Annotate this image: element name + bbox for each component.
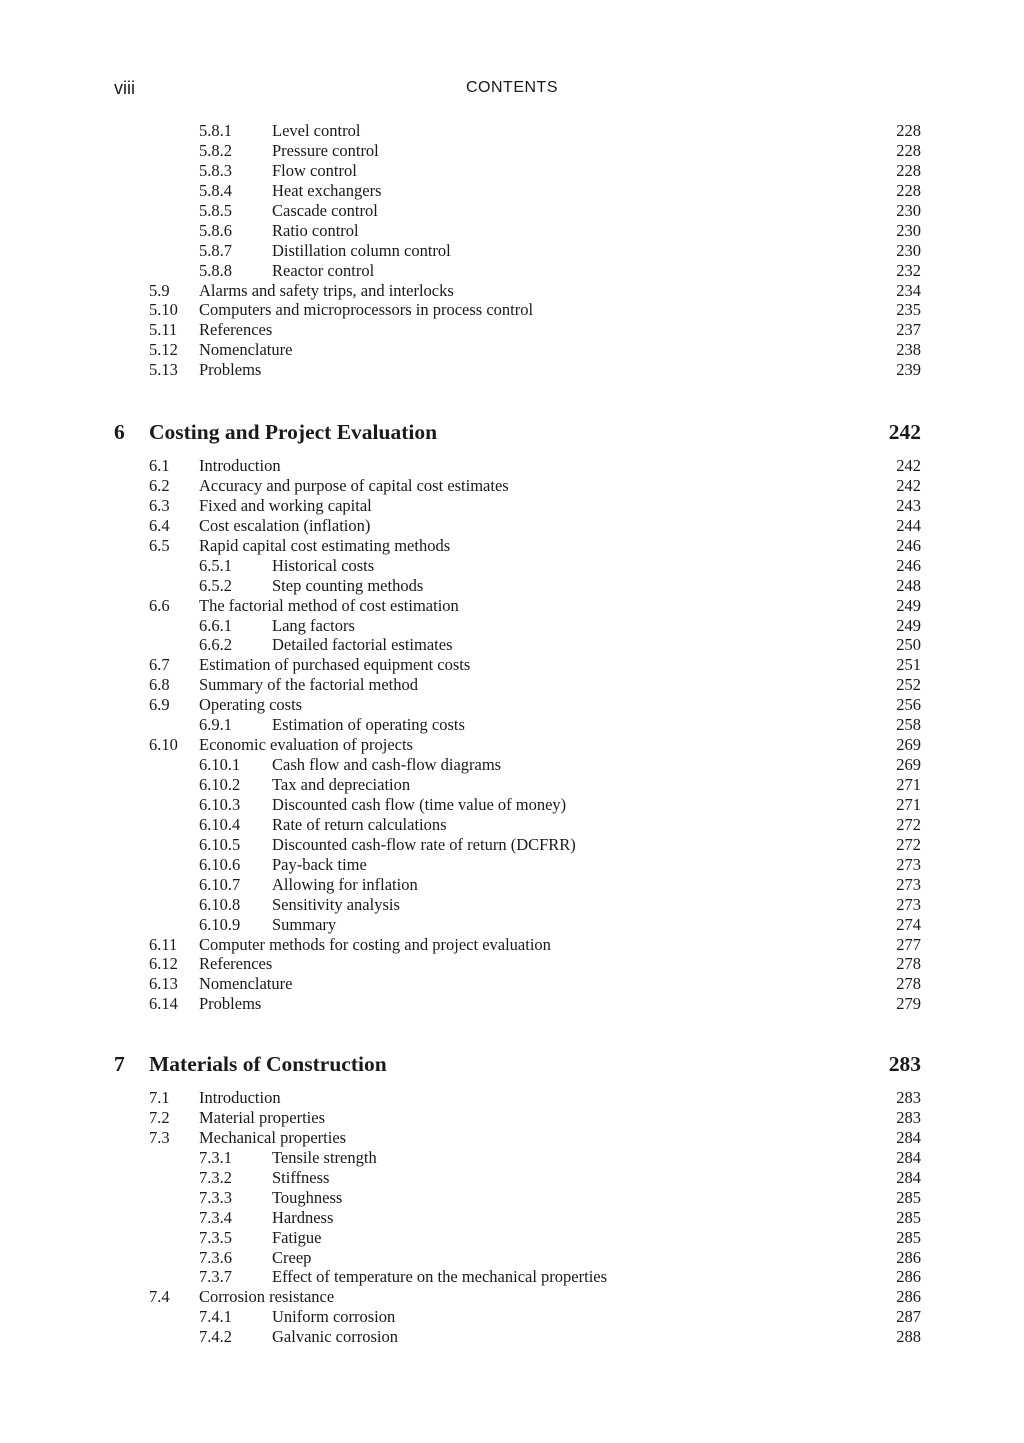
toc-entry-page: 249 <box>896 595 921 615</box>
toc-entry-number: 5.12 <box>149 340 178 360</box>
toc-entry-page: 234 <box>896 280 921 300</box>
toc-entry[interactable] <box>0 855 1024 875</box>
toc-entry-page: 269 <box>896 755 921 775</box>
toc-entry-page: 285 <box>896 1187 921 1207</box>
toc-entry-title: Summary of the factorial method <box>199 675 419 695</box>
toc-entry-title: Discounted cash flow (time value of money) <box>272 794 567 814</box>
toc-entry-number: 6.5.1 <box>199 555 232 575</box>
toc-entry-page: 256 <box>896 695 921 715</box>
toc-entry-number: 7.2 <box>149 1107 170 1127</box>
toc-entry[interactable] <box>0 1148 1024 1168</box>
toc-entry[interactable] <box>0 915 1024 935</box>
toc-entry-page: 228 <box>896 160 921 180</box>
toc-entry-title: Cost escalation (inflation) <box>199 515 371 535</box>
toc-entry[interactable] <box>0 875 1024 895</box>
toc-entry-title: Mechanical properties <box>199 1127 347 1147</box>
toc-entry[interactable] <box>0 1327 1024 1347</box>
toc-entry-title: Toughness <box>272 1187 343 1207</box>
toc-entry-number: 5.8.3 <box>199 160 232 180</box>
toc-entry-page: 246 <box>896 535 921 555</box>
toc-entry-number: 6.9 <box>149 695 170 715</box>
toc-entry-page: 285 <box>896 1207 921 1227</box>
toc-entry[interactable] <box>0 241 1024 261</box>
toc-entry-title: Fatigue <box>272 1227 322 1247</box>
toc-entry-title: Cash flow and cash-flow diagrams <box>272 755 502 775</box>
toc-entry-title: Problems <box>199 994 262 1014</box>
toc-entry[interactable] <box>0 715 1024 735</box>
toc-entry-title: Detailed factorial estimates <box>272 635 453 655</box>
toc-entry[interactable] <box>0 695 1024 715</box>
toc-entry-page: 286 <box>896 1287 921 1307</box>
toc-entry-page: 278 <box>896 954 921 974</box>
toc-entry-number: 5.8.6 <box>199 220 232 240</box>
toc-entry[interactable] <box>0 161 1024 181</box>
toc-entry-number: 6.5 <box>149 535 170 555</box>
toc-entry[interactable] <box>0 675 1024 695</box>
toc-entry-number: 7.3.4 <box>199 1207 232 1227</box>
toc-entry[interactable] <box>0 835 1024 855</box>
toc-entry-page: 230 <box>896 200 921 220</box>
toc-entry[interactable] <box>0 261 1024 281</box>
toc-entry-title: Operating costs <box>199 695 303 715</box>
toc-entry-number: 5.8.5 <box>199 200 232 220</box>
page-number: viii <box>114 78 135 98</box>
toc-entry[interactable] <box>0 775 1024 795</box>
toc-entry-title: Tensile strength <box>272 1147 377 1167</box>
toc-entry-page: 244 <box>896 515 921 535</box>
toc-entry-page: 250 <box>896 635 921 655</box>
toc-entry-number: 6.10.7 <box>199 874 241 894</box>
toc-entry-title: Introduction <box>199 1088 281 1107</box>
toc-entry-page: 246 <box>896 555 921 575</box>
toc-entry-title: Estimation of operating costs <box>272 715 465 735</box>
toc-entry[interactable] <box>0 616 1024 636</box>
toc-entry[interactable] <box>0 1168 1024 1188</box>
chapter-title: Materials of Construction <box>149 1052 387 1076</box>
toc-entry-title: Corrosion resistance <box>199 1287 335 1307</box>
toc-entry[interactable] <box>0 815 1024 835</box>
toc-entry-number: 7.3.6 <box>199 1247 232 1267</box>
toc-entry-title: Historical costs <box>272 555 375 575</box>
toc-entry-title: Summary <box>272 914 337 934</box>
toc-entry-page: 242 <box>896 456 921 475</box>
chapter-number: 6 <box>114 420 125 444</box>
chapter-heading-6[interactable] <box>0 418 1024 446</box>
toc-entry-page: 284 <box>896 1127 921 1147</box>
toc-entry-title: The factorial method of cost estimation <box>199 595 459 615</box>
toc-entry-number: 7.1 <box>149 1088 170 1107</box>
toc-entry-page: 232 <box>896 260 921 280</box>
toc-entry[interactable] <box>0 1307 1024 1327</box>
toc-entry[interactable] <box>0 935 1024 955</box>
toc-entry[interactable] <box>0 320 1024 340</box>
toc-entry-page: 273 <box>896 874 921 894</box>
toc-entry-number: 5.8.4 <box>199 180 232 200</box>
toc-entry[interactable] <box>0 1128 1024 1148</box>
toc-entry-title: Material properties <box>199 1107 325 1127</box>
chapter-page: 242 <box>888 420 921 444</box>
chapter-page: 283 <box>888 1052 921 1076</box>
toc-entry-number: 6.9.1 <box>199 715 232 735</box>
toc-entry-number: 6.6.1 <box>199 615 232 635</box>
toc-entry[interactable] <box>0 476 1024 496</box>
toc-entry-title: Stiffness <box>272 1167 330 1187</box>
toc-entry-title: Accuracy and purpose of capital cost estimates <box>199 475 509 495</box>
toc-entry[interactable] <box>0 795 1024 815</box>
toc-entry-page: 274 <box>896 914 921 934</box>
toc-entry-page: 228 <box>896 140 921 160</box>
toc-entry-number: 5.8.8 <box>199 260 232 280</box>
toc-entry[interactable] <box>0 755 1024 775</box>
toc-entry-page: 286 <box>896 1267 921 1287</box>
toc-entry-number: 6.10 <box>149 735 178 755</box>
toc-entry-title: Distillation column control <box>272 240 451 260</box>
toc-entry-title: Estimation of purchased equipment costs <box>199 655 471 675</box>
toc-entry-number: 6.8 <box>149 675 170 695</box>
toc-entry[interactable] <box>0 954 1024 974</box>
toc-entry-page: 248 <box>896 575 921 595</box>
toc-entry-page: 249 <box>896 615 921 635</box>
toc-entry-number: 6.7 <box>149 655 170 675</box>
toc-entry-page: 288 <box>896 1327 921 1347</box>
toc-entry-title: Nomenclature <box>199 340 293 360</box>
toc-entry[interactable] <box>0 496 1024 516</box>
toc-entry-title: Alarms and safety trips, and interlocks <box>199 280 454 300</box>
toc-entry-number: 7.4.2 <box>199 1327 232 1347</box>
toc-entry-title: Flow control <box>272 160 357 180</box>
toc-entry-title: Ratio control <box>272 220 359 240</box>
toc-entry-number: 6.10.5 <box>199 834 241 854</box>
toc-entry-number: 5.8.1 <box>199 121 232 140</box>
toc-entry-page: 251 <box>896 655 921 675</box>
toc-entry-title: Pressure control <box>272 140 379 160</box>
toc-entry-number: 5.8.2 <box>199 140 232 160</box>
toc-entry-page: 230 <box>896 220 921 240</box>
toc-entry[interactable] <box>0 895 1024 915</box>
toc-entry-page: 283 <box>896 1088 921 1107</box>
toc-entry-title: Sensitivity analysis <box>272 894 400 914</box>
toc-entry-page: 252 <box>896 675 921 695</box>
toc-entry-number: 6.13 <box>149 974 178 994</box>
toc-entry-page: 258 <box>896 715 921 735</box>
toc-entry[interactable] <box>0 735 1024 755</box>
toc-entry[interactable] <box>0 1267 1024 1287</box>
toc-section-5-continued <box>0 121 1024 380</box>
running-title: CONTENTS <box>466 79 558 96</box>
toc-entry-number: 6.14 <box>149 994 178 1014</box>
toc-entry[interactable] <box>0 1188 1024 1208</box>
toc-entry-number: 6.1 <box>149 456 170 475</box>
toc-entry-title: Lang factors <box>272 615 355 635</box>
toc-entry-page: 284 <box>896 1147 921 1167</box>
toc-entry-number: 7.4.1 <box>199 1307 232 1327</box>
toc-entry[interactable] <box>0 1208 1024 1228</box>
toc-entry[interactable] <box>0 1287 1024 1307</box>
toc-entry-page: 238 <box>896 340 921 360</box>
toc-entry[interactable] <box>0 596 1024 616</box>
toc-entry-title: Hardness <box>272 1207 334 1227</box>
toc-entry-page: 228 <box>896 121 921 140</box>
toc-entry-number: 5.13 <box>149 360 178 380</box>
toc-entry-page: 284 <box>896 1167 921 1187</box>
toc-entry-number: 5.8.7 <box>199 240 232 260</box>
chapter-title: Costing and Project Evaluation <box>149 420 438 444</box>
toc-entry-title: Reactor control <box>272 260 375 280</box>
toc-entry[interactable] <box>0 340 1024 360</box>
toc-entry[interactable] <box>0 300 1024 320</box>
toc-entry-number: 6.2 <box>149 475 170 495</box>
toc-chapter-6-entries <box>0 456 1024 1014</box>
toc-entry-title: Effect of temperature on the mechanical properties <box>272 1267 608 1287</box>
toc-entry[interactable] <box>0 1228 1024 1248</box>
toc-entry[interactable] <box>0 1108 1024 1128</box>
toc-entry-title: Discounted cash-flow rate of return (DCFRR) <box>272 834 576 854</box>
toc-entry-page: 278 <box>896 974 921 994</box>
toc-entry[interactable] <box>0 360 1024 380</box>
toc-entry-title: Rapid capital cost estimating methods <box>199 535 451 555</box>
toc-entry-page: 286 <box>896 1247 921 1267</box>
toc-entry[interactable] <box>0 121 1024 141</box>
toc-entry-number: 5.10 <box>149 300 178 320</box>
toc-entry-number: 6.6 <box>149 595 170 615</box>
toc-entry-page: 283 <box>896 1107 921 1127</box>
toc-entry[interactable] <box>0 635 1024 655</box>
toc-entry-title: Computers and microprocessors in process control <box>199 300 534 320</box>
toc-entry-title: Introduction <box>199 456 281 475</box>
chapter-number: 7 <box>114 1052 125 1076</box>
toc-entry-number: 6.10.3 <box>199 794 241 814</box>
toc-entry-number: 6.11 <box>149 934 178 954</box>
toc-entry-page: 272 <box>896 814 921 834</box>
toc-entry-page: 239 <box>896 360 921 380</box>
toc-entry-number: 6.10.4 <box>199 814 241 834</box>
toc-entry-page: 243 <box>896 495 921 515</box>
toc-entry-title: Galvanic corrosion <box>272 1327 398 1347</box>
toc-entry-number: 6.5.2 <box>199 575 232 595</box>
chapter-heading-7[interactable] <box>0 1050 1024 1078</box>
toc-entry-title: Nomenclature <box>199 974 293 994</box>
toc-entry-page: 277 <box>896 934 921 954</box>
toc-entry-number: 6.10.1 <box>199 755 241 775</box>
toc-entry-title: Economic evaluation of projects <box>199 735 413 755</box>
toc-entry-number: 6.3 <box>149 495 170 515</box>
toc-entry-title: Problems <box>199 360 262 380</box>
toc-entry[interactable] <box>0 556 1024 576</box>
toc-entry-number: 6.10.8 <box>199 894 241 914</box>
toc-entry[interactable] <box>0 974 1024 994</box>
toc-chapter-7-entries <box>0 1088 1024 1347</box>
toc-entry-page: 273 <box>896 854 921 874</box>
toc-entry[interactable] <box>0 281 1024 301</box>
toc-entry-title: Computer methods for costing and project evaluation <box>199 934 551 954</box>
toc-entry-number: 7.3.3 <box>199 1187 232 1207</box>
toc-entry-number: 5.9 <box>149 280 170 300</box>
toc-entry-number: 7.3.2 <box>199 1167 232 1187</box>
toc-entry-title: Tax and depreciation <box>272 775 411 794</box>
toc-entry-title: Cascade control <box>272 200 378 220</box>
toc-entry-title: Level control <box>272 121 361 140</box>
toc-entry-number: 6.12 <box>149 954 178 974</box>
toc-entry-title: Fixed and working capital <box>199 495 372 515</box>
toc-entry[interactable] <box>0 221 1024 241</box>
toc-entry[interactable] <box>0 994 1024 1014</box>
toc-entry-number: 6.10.2 <box>199 775 241 794</box>
toc-entry-number: 6.6.2 <box>199 635 232 655</box>
toc-entry-page: 287 <box>896 1307 921 1327</box>
toc-entry-page: 273 <box>896 894 921 914</box>
toc-entry-number: 7.3.1 <box>199 1147 232 1167</box>
toc-entry-number: 7.4 <box>149 1287 170 1307</box>
toc-entry-page: 242 <box>896 475 921 495</box>
toc-entry[interactable] <box>0 536 1024 556</box>
toc-entry-title: Step counting methods <box>272 575 424 595</box>
toc-entry[interactable] <box>0 1248 1024 1268</box>
toc-entry-page: 285 <box>896 1227 921 1247</box>
toc-entry-page: 272 <box>896 834 921 854</box>
toc-entry-title: References <box>199 954 273 974</box>
toc-entry-title: Creep <box>272 1247 312 1267</box>
toc-entry-number: 6.4 <box>149 515 170 535</box>
toc-entry-title: Heat exchangers <box>272 180 382 200</box>
toc-entry-title: Rate of return calculations <box>272 814 447 834</box>
toc-entry-title: References <box>199 320 273 340</box>
toc-entry-title: Pay-back time <box>272 854 367 874</box>
running-head <box>0 78 1024 100</box>
toc-entry-page: 271 <box>896 794 921 814</box>
toc-entry-page: 228 <box>896 180 921 200</box>
toc-entry[interactable] <box>0 181 1024 201</box>
toc-entry[interactable] <box>0 1088 1024 1108</box>
toc-entry-page: 230 <box>896 240 921 260</box>
toc-entry-number: 7.3 <box>149 1127 170 1147</box>
toc-entry[interactable] <box>0 141 1024 161</box>
toc-entry-number: 7.3.7 <box>199 1267 232 1287</box>
toc-entry[interactable] <box>0 516 1024 536</box>
toc-entry-page: 279 <box>896 994 921 1014</box>
toc-entry-title: Allowing for inflation <box>272 874 418 894</box>
toc-entry-number: 6.10.6 <box>199 854 241 874</box>
toc-entry-title: Uniform corrosion <box>272 1307 396 1327</box>
toc-entry-page: 235 <box>896 300 921 320</box>
toc-entry[interactable] <box>0 456 1024 476</box>
toc-entry-page: 269 <box>896 735 921 755</box>
toc-entry-page: 237 <box>896 320 921 340</box>
toc-entry-number: 6.10.9 <box>199 914 241 934</box>
toc-entry-page: 271 <box>896 775 921 794</box>
toc-entry-number: 5.11 <box>149 320 178 340</box>
toc-entry-number: 7.3.5 <box>199 1227 232 1247</box>
toc-entry[interactable] <box>0 201 1024 221</box>
toc-entry[interactable] <box>0 655 1024 675</box>
toc-entry[interactable] <box>0 576 1024 596</box>
